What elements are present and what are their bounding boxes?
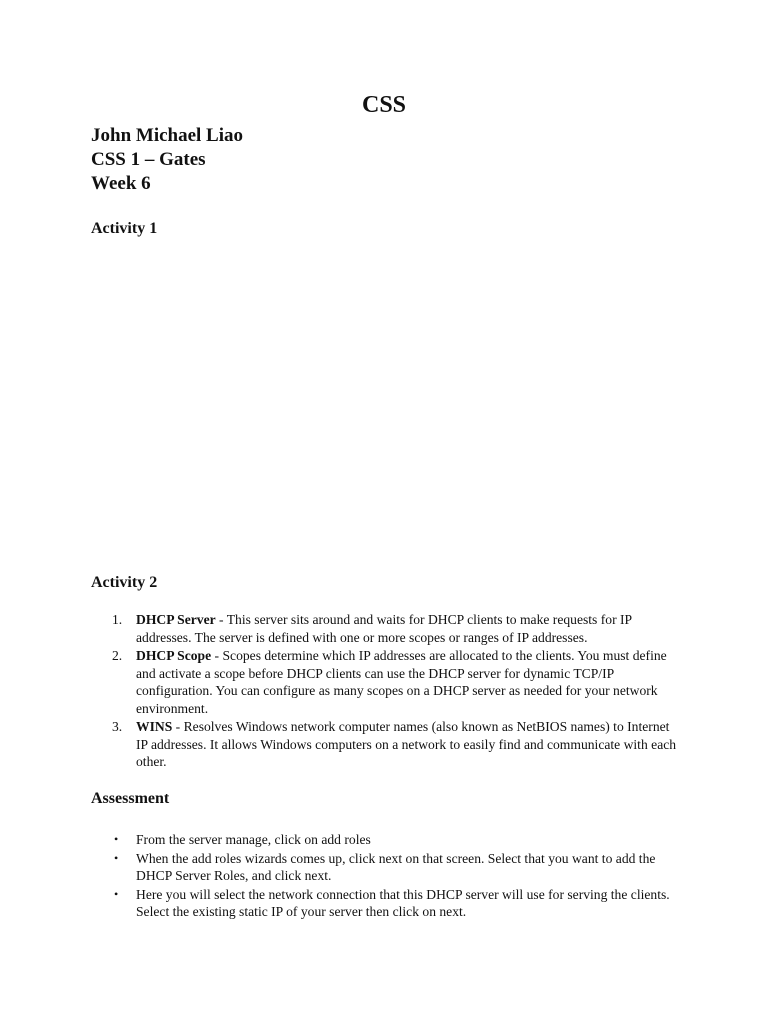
term-definition: - Scopes determine which IP addresses are allocated to the clients. You must define and activate a scope before DHCP clients can use the DHCP server for dynamic TCP/IP configuration. You can configure as many scopes on a DHCP server as needed for your network environment.	[136, 648, 667, 716]
author-name: John Michael Liao	[91, 125, 244, 146]
activity-1-heading: Activity 1	[91, 220, 158, 237]
term-definition: - Resolves Windows network computer names (also known as NetBIOS names) to Internet IP addresses. It allows Windows computers on a network to easily find and communicate with each other.	[136, 719, 677, 769]
assessment-step: Here you will select the network connection that this DHCP server will use for serving the clients. Select the existing static IP of your server then click on next.	[136, 886, 670, 919]
bullet-icon: •	[114, 832, 119, 846]
assessment-list	[91, 831, 681, 922]
term-wins: WINS	[136, 719, 173, 734]
list-item	[91, 850, 681, 885]
activity-2-list	[91, 611, 681, 772]
document-title: CSS	[361, 92, 407, 118]
bullet-icon: •	[114, 886, 119, 901]
list-item	[91, 831, 681, 849]
term-dhcp-scope: DHCP Scope	[136, 648, 212, 663]
list-item	[91, 718, 681, 771]
term-dhcp-server: DHCP Server	[136, 612, 216, 627]
list-number: 2.	[112, 648, 123, 663]
list-item	[91, 611, 681, 646]
week-label: Week 6	[91, 173, 151, 194]
list-number: 1.	[112, 612, 123, 627]
list-item	[91, 886, 681, 921]
document-header	[91, 124, 243, 196]
list-number: 3.	[112, 719, 123, 734]
list-item	[91, 647, 681, 717]
course-name: CSS 1 – Gates	[91, 149, 206, 170]
activity-2-heading: Activity 2	[91, 574, 158, 591]
assessment-heading: Assessment	[91, 790, 170, 807]
bullet-icon: •	[114, 850, 119, 865]
assessment-step: When the add roles wizards comes up, click next on that screen. Select that you want to add the DHCP Server Roles, and click next.	[136, 850, 656, 883]
term-definition: - This server sits around and waits for DHCP clients to make requests for IP addresses. The server is defined with one or more scopes or ranges of IP addresses.	[136, 612, 632, 645]
assessment-step: From the server manage, click on add roles	[136, 832, 371, 847]
